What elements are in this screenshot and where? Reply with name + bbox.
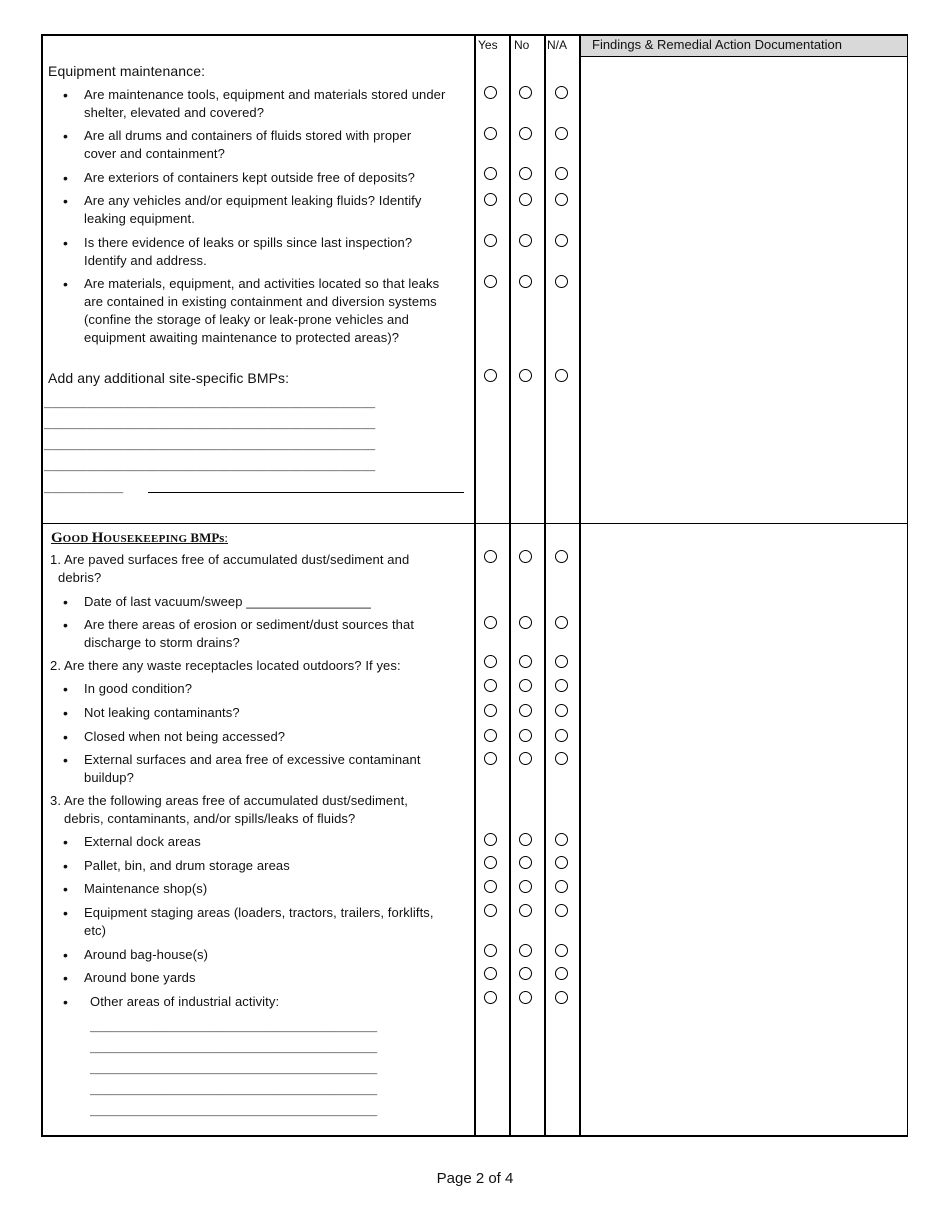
bullet: • (63, 905, 68, 921)
na-radio[interactable] (555, 880, 568, 893)
bullet: • (63, 193, 68, 209)
bullet: • (63, 705, 68, 721)
no-radio[interactable] (519, 369, 532, 382)
equipment-item-5-line-2: Identify and address. (84, 253, 207, 268)
equipment-item-4-line-2: leaking equipment. (84, 211, 195, 226)
na-radio[interactable] (555, 967, 568, 980)
no-radio[interactable] (519, 193, 532, 206)
bullet: • (63, 170, 68, 186)
no-header: No (514, 38, 530, 52)
additional-bmps-line-short[interactable]: ___________ (44, 482, 124, 496)
bullet: • (63, 858, 68, 874)
other-areas-line[interactable]: _________________________________________ (90, 1105, 378, 1119)
equipment-item-6-line-3: (confine the storage of leaky or leak-prone vehicles and (84, 312, 410, 327)
no-radio[interactable] (519, 833, 532, 846)
q2-item-1: In good condition? (84, 681, 193, 696)
na-radio[interactable] (555, 616, 568, 629)
bullet: • (63, 681, 68, 697)
no-radio[interactable] (519, 729, 532, 742)
equipment-item-6-line-1: Are materials, equipment, and activities located so that leaks (84, 276, 440, 291)
yes-radio[interactable] (484, 275, 497, 288)
no-radio[interactable] (519, 991, 532, 1004)
q1-line-1: 1. Are paved surfaces free of accumulated dust/sediment and (50, 552, 410, 567)
no-radio[interactable] (519, 655, 532, 668)
yes-radio[interactable] (484, 904, 497, 917)
na-radio[interactable] (555, 944, 568, 957)
q3-line-2: debris, contaminants, and/or spills/leaks of fluids? (64, 811, 356, 826)
na-radio[interactable] (555, 193, 568, 206)
yes-radio[interactable] (484, 655, 497, 668)
no-column-left (509, 34, 511, 1137)
bullet: • (63, 947, 68, 963)
na-radio[interactable] (555, 167, 568, 180)
additional-bmps-underline (148, 492, 464, 493)
yes-radio[interactable] (484, 833, 497, 846)
na-column-left (544, 34, 546, 1137)
bullet: • (63, 994, 68, 1010)
q1-item-1: Date of last vacuum/sweep _________________ (84, 594, 371, 609)
no-radio[interactable] (519, 856, 532, 869)
bullet: • (63, 729, 68, 745)
yes-column-left (474, 34, 476, 1137)
na-radio[interactable] (555, 704, 568, 717)
no-radio[interactable] (519, 167, 532, 180)
yes-radio[interactable] (484, 127, 497, 140)
no-radio[interactable] (519, 550, 532, 563)
yes-radio[interactable] (484, 729, 497, 742)
yes-radio[interactable] (484, 856, 497, 869)
no-radio[interactable] (519, 86, 532, 99)
na-header: N/A (547, 38, 568, 52)
na-radio[interactable] (555, 856, 568, 869)
bullet: • (63, 970, 68, 986)
q3-item-4-line-2: etc) (84, 923, 107, 938)
page-number: Page 2 of 4 (436, 1170, 514, 1187)
na-radio[interactable] (555, 752, 568, 765)
yes-radio[interactable] (484, 616, 497, 629)
yes-radio[interactable] (484, 967, 497, 980)
q2-item-4-line-2: buildup? (84, 770, 134, 785)
q3-item-4-line-1: Equipment staging areas (loaders, tractors, trailers, forklifts, (84, 905, 434, 920)
yes-radio[interactable] (484, 550, 497, 563)
findings-header-bottom (580, 56, 908, 57)
q1-item-2-line-2: discharge to storm drains? (84, 635, 240, 650)
q2-item-2: Not leaking contaminants? (84, 705, 240, 720)
yes-radio[interactable] (484, 880, 497, 893)
equipment-item-3-line-1: Are exteriors of containers kept outside free of deposits? (84, 170, 415, 185)
bullet: • (63, 87, 68, 103)
na-radio[interactable] (555, 991, 568, 1004)
other-areas-line[interactable]: _________________________________________ (90, 1084, 378, 1098)
na-radio[interactable] (555, 550, 568, 563)
na-radio[interactable] (555, 234, 568, 247)
q3-item-3: Maintenance shop(s) (84, 881, 208, 896)
yes-radio[interactable] (484, 704, 497, 717)
yes-radio[interactable] (484, 369, 497, 382)
equipment-item-6-line-4: equipment awaiting maintenance to protected areas)? (84, 330, 400, 345)
q3-item-2: Pallet, bin, and drum storage areas (84, 858, 290, 873)
bullet: • (63, 276, 68, 292)
equipment-item-1-line-1: Are maintenance tools, equipment and materials stored under (84, 87, 446, 102)
na-radio[interactable] (555, 729, 568, 742)
yes-radio[interactable] (484, 752, 497, 765)
q3-item-1: External dock areas (84, 834, 201, 849)
yes-radio[interactable] (484, 991, 497, 1004)
no-radio[interactable] (519, 967, 532, 980)
no-radio[interactable] (519, 616, 532, 629)
bullet: • (63, 617, 68, 633)
equipment-item-6-line-2: are contained in existing containment and diversion systems (84, 294, 437, 309)
na-radio[interactable] (555, 127, 568, 140)
q2-item-4-line-1: External surfaces and area free of excessive contaminant (84, 752, 421, 767)
yes-radio[interactable] (484, 86, 497, 99)
other-areas-line[interactable]: _________________________________________ (90, 1042, 378, 1056)
q1-item-2-line-1: Are there areas of erosion or sediment/dust sources that (84, 617, 415, 632)
yes-radio[interactable] (484, 167, 497, 180)
na-radio[interactable] (555, 655, 568, 668)
no-radio[interactable] (519, 880, 532, 893)
yes-radio[interactable] (484, 234, 497, 247)
bullet: • (63, 752, 68, 768)
bullet: • (63, 881, 68, 897)
no-radio[interactable] (519, 944, 532, 957)
other-areas-line[interactable]: _________________________________________ (90, 1021, 378, 1035)
equipment-item-1-line-2: shelter, elevated and covered? (84, 105, 265, 120)
na-radio[interactable] (555, 275, 568, 288)
additional-bmps-label: Add any additional site-specific BMPs: (48, 370, 290, 386)
q3-item-6: Around bone yards (84, 970, 196, 985)
additional-bmps-line[interactable]: ______________________________________________ (44, 397, 376, 411)
yes-radio[interactable] (484, 944, 497, 957)
equipment-item-4-line-1: Are any vehicles and/or equipment leaking fluids? Identify (84, 193, 422, 208)
na-radio[interactable] (555, 679, 568, 692)
q3-item-7: Other areas of industrial activity: (90, 994, 280, 1009)
na-radio[interactable] (555, 833, 568, 846)
q3-item-5: Around bag-house(s) (84, 947, 209, 962)
q3-line-1: 3. Are the following areas free of accumulated dust/sediment, (50, 793, 409, 808)
yes-radio[interactable] (484, 679, 497, 692)
bullet: • (63, 128, 68, 144)
additional-bmps-line[interactable]: ______________________________________________ (44, 460, 376, 474)
table-right-border (907, 34, 908, 1137)
na-radio[interactable] (555, 369, 568, 382)
no-radio[interactable] (519, 679, 532, 692)
no-radio[interactable] (519, 704, 532, 717)
bullet: • (63, 594, 68, 610)
q2-item-3: Closed when not being accessed? (84, 729, 286, 744)
q1-line-2: debris? (58, 570, 102, 585)
findings-column-left (579, 34, 581, 1137)
additional-bmps-line[interactable]: ______________________________________________ (44, 418, 376, 432)
equipment-item-5-line-1: Is there evidence of leaks or spills since last inspection? (84, 235, 413, 250)
na-radio[interactable] (555, 904, 568, 917)
q2-line: 2. Are there any waste receptacles located outdoors? If yes: (50, 658, 401, 673)
findings-header: Findings & Remedial Action Documentation (592, 37, 843, 52)
bullet: • (63, 235, 68, 251)
yes-header: Yes (478, 38, 498, 52)
bullet: • (63, 834, 68, 850)
table-left-border (41, 34, 43, 1137)
no-radio[interactable] (519, 752, 532, 765)
no-radio[interactable] (519, 234, 532, 247)
equipment-item-2-line-1: Are all drums and containers of fluids stored with proper (84, 128, 412, 143)
no-radio[interactable] (519, 904, 532, 917)
equipment-maintenance-title: Equipment maintenance: (48, 63, 206, 79)
other-areas-line[interactable]: _________________________________________ (90, 1063, 378, 1077)
equipment-item-2-line-2: cover and containment? (84, 146, 225, 161)
no-radio[interactable] (519, 127, 532, 140)
na-radio[interactable] (555, 86, 568, 99)
yes-radio[interactable] (484, 193, 497, 206)
no-radio[interactable] (519, 275, 532, 288)
good-housekeeping-title: GOOD HOUSEKEEPING BMPs: (51, 530, 228, 546)
additional-bmps-line[interactable]: ______________________________________________ (44, 439, 376, 453)
